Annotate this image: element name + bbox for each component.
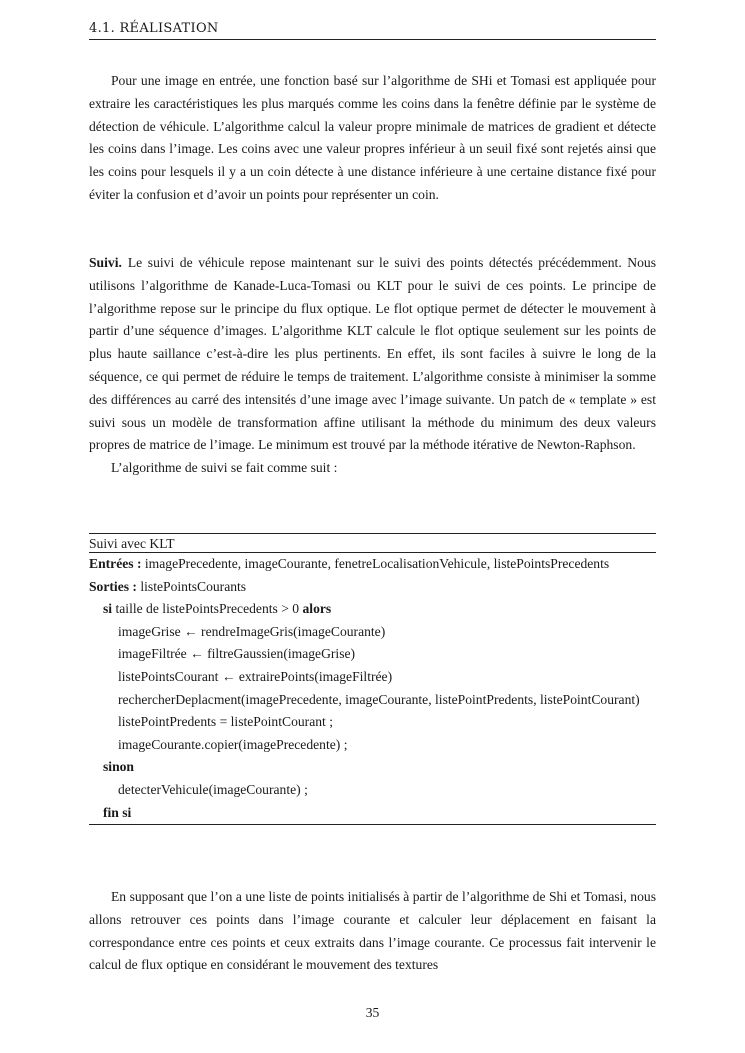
intro-paragraph-block	[89, 70, 656, 207]
inputs-value: imagePrecedente, imageCourante, fenetreLocalisationVehicule, listePointsPrecedents	[144, 556, 610, 571]
algorithm-step-2: imageFiltrée ← filtreGaussien(imageGrise)	[118, 646, 356, 662]
algorithm-title: Suivi avec KLT	[89, 534, 656, 553]
algorithm-end-if: fin si	[103, 804, 132, 820]
algorithm-step-6: imageCourante.copier(imagePrecedente) ;	[118, 736, 348, 752]
closing-paragraph-block	[89, 886, 656, 977]
inputs-label: Entrées :	[89, 556, 142, 571]
if-condition: taille de listePointsPrecedents > 0	[115, 601, 300, 617]
if-keyword: si	[103, 601, 113, 617]
algorithm-step-5: listePointPredents = listePointCourant ;	[118, 714, 333, 730]
running-header: 4.1. RÉALISATION	[89, 21, 656, 40]
outputs-label: Sorties :	[89, 578, 137, 594]
paragraph-shi-tomasi: Pour une image en entrée, une fonction basé sur l’algorithme de SHi et Tomasi est appliquée pour extraire les caractéristiques les plus marqués comme les coins dans la fenêtre définie par le système de détection de véhicule. L’algorithme calcul la valeur propre minimale de matrices de gradient et détecte les coins dans l’image. Les coins avec une valeur propres inférieur à un seuil fixé sont rejetés ainsi que les coins pour lesquels il y a un coin détecte à une distance inférieure à une certaine distance fixé pour éviter la confusion et d’avoir un points pour représenter un coin.	[89, 73, 656, 202]
paragraph-suivi-text: Le suivi de véhicule repose maintenant sur le suivi des points détectés précédemment. Nous utilisons l’algorithme de Kanade-Luca-Tomasi ou KLT pour le suivi de ces points. Le principe de l’algorithme repose sur le principe du flux optique. Le flot optique permet de détecter le mouvement à partir d’une séquence d’images. L’algorithme KLT calcule le flot optique seulement sur les points de plus haute saillance c’est-à-dire les plus pertinents. En effet, ils sont faciles à suivre le long de la séquence, ce qui permet de réduire le temps de traitement. L’algorithme consiste à minimiser la somme des différences au carré des intensités d’une image avec l’image suivante. Un patch de « template » est suivi sous un modèle de transformation affine utilisant la méthode du minimum des deux valeurs propres de matrice de l’image. Le minimum est trouvé par la méthode itérative de Newton-Raphson.	[89, 255, 656, 453]
tracking-section	[89, 252, 656, 480]
algorithm-outputs	[89, 576, 656, 599]
page-number: 35	[365, 1005, 380, 1020]
runin-heading-suivi: Suivi.	[89, 255, 122, 270]
algorithm-else: sinon	[103, 759, 134, 775]
algorithm-else-step: detecterVehicule(imageCourante) ;	[118, 781, 308, 797]
then-keyword: alors	[302, 601, 332, 617]
algorithm-inputs	[89, 553, 656, 576]
paragraph-algo-intro: L’algorithme de suivi se fait comme suit :	[111, 460, 338, 476]
algorithm-step-1: imageGrise ← rendreImageGris(imageCourante)	[118, 623, 386, 639]
algorithm-step-3: listePointsCourant ← extrairePoints(imageFiltrée)	[118, 668, 393, 684]
outputs-value: listePointsCourants	[140, 578, 247, 594]
algorithm-block	[89, 533, 656, 825]
paragraph-correspondance: En supposant que l’on a une liste de points initialisés à partir de l’algorithme de Shi et Tomasi, nous allons retrouver ces points dans l’image courante et calculer leur déplacement en faisant la correspondance entre ces points et ceux extraits dans l’image courante. Ce processus fait intervenir le calcul de flux optique en considérant le mouvement des textures	[89, 889, 656, 973]
algorithm-step-4: rechercherDeplacment(imagePrecedente, imageCourante, listePointPredents, listePointCourant)	[118, 691, 640, 707]
algorithm-if-line	[89, 598, 656, 621]
paragraph-suivi	[89, 252, 656, 457]
